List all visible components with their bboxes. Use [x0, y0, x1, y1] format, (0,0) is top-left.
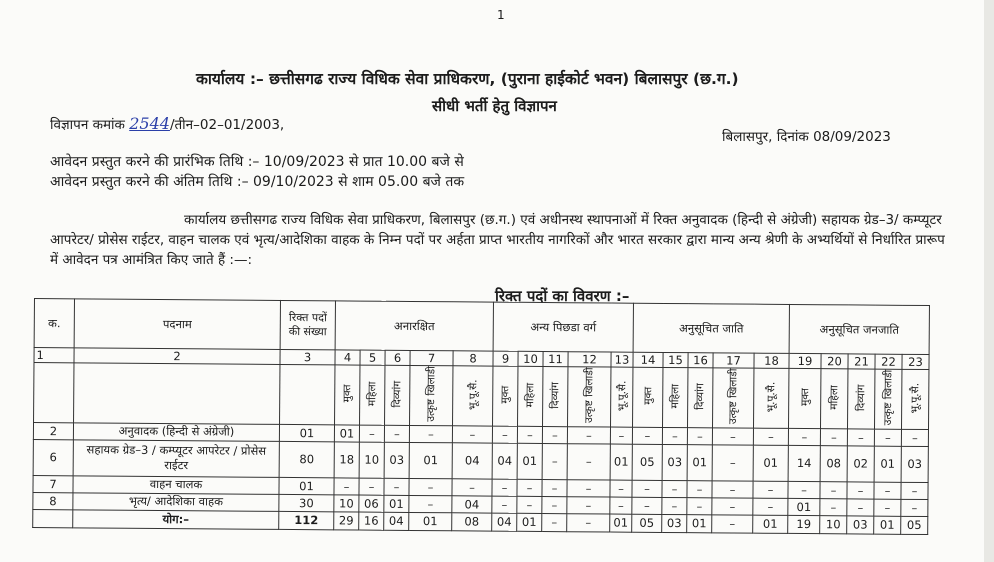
row-cell: –: [384, 425, 409, 442]
sub-header-cell: [453, 366, 493, 426]
row-cell: –: [901, 482, 928, 499]
row-cell: –: [567, 513, 610, 531]
vacancy-table: [32, 298, 930, 535]
col-number: 21: [848, 354, 875, 369]
row-cell: 06: [359, 495, 384, 512]
sub-header-label: दिव्यांग: [549, 381, 562, 409]
row-cell: –: [712, 480, 753, 497]
row-cell: –: [847, 499, 874, 516]
row-cell: 29: [334, 511, 359, 529]
advertisement-reference: [50, 114, 284, 133]
col-number: 18: [754, 353, 789, 368]
row-cell: –: [567, 496, 610, 513]
row-sno: 2: [33, 422, 73, 439]
row-cell: –: [334, 477, 359, 494]
sub-header-cell: [360, 365, 385, 425]
row-cell: 14: [788, 445, 820, 481]
office-title: कार्यालय :– छत्तीसगढ राज्य विधिक सेवा प्राधिकरण, (पुराना हाईकोर्ट भवन) बिलासपुर (छ.ग.): [196, 70, 739, 88]
row-cell: 01: [687, 514, 712, 532]
sub-header-cell: [493, 366, 518, 426]
row-cell: –: [610, 480, 632, 497]
row-total: 01: [279, 424, 334, 441]
row-cell: 04: [452, 495, 492, 512]
row-cell: –: [492, 496, 517, 513]
row-cell: 08: [452, 512, 492, 530]
row-cell: 02: [847, 446, 874, 482]
row-cell: 01: [409, 512, 452, 530]
row-cell: –: [567, 479, 610, 496]
row-cell: –: [874, 482, 901, 499]
col-number: 9: [493, 351, 518, 366]
row-cell: –: [820, 498, 847, 515]
col-number: 3: [280, 349, 335, 364]
row-cell: –: [901, 499, 928, 516]
row-sno: 7: [33, 475, 73, 492]
row-cell: –: [662, 497, 687, 514]
row-cell: 03: [847, 515, 874, 533]
col-number: 12: [568, 352, 611, 367]
row-cell: –: [662, 480, 687, 497]
row-cell: –: [712, 427, 753, 444]
row-cell: –: [712, 444, 753, 480]
head-sno: क.: [34, 299, 74, 348]
sub-header-label: भू.पू.सै.: [909, 382, 922, 414]
row-cell: 04: [492, 513, 517, 531]
page-edge-shadow: [984, 0, 994, 562]
col-number: 1: [34, 348, 74, 363]
sub-header-label: महिला: [828, 384, 841, 410]
row-cell: 01: [409, 442, 452, 478]
row-cell: –: [874, 429, 901, 446]
row-cell: –: [452, 425, 492, 442]
row-cell: 01: [384, 495, 409, 512]
intro-paragraph: [50, 210, 955, 270]
row-cell: –: [542, 513, 567, 531]
sub-header-label: दिव्यांग: [694, 382, 707, 410]
sub-header-cell: [335, 365, 360, 425]
row-cell: –: [409, 425, 452, 442]
sub-header-cell: [385, 365, 410, 425]
row-cell: 01: [517, 443, 542, 479]
row-cell: –: [452, 478, 492, 495]
row-post-name: सहायक ग्रेड–3 / कम्प्यूटर आपरेटर / प्रोसेस राईटर: [73, 439, 279, 477]
reference-number: 2544: [129, 114, 170, 133]
sub-header-label: मुक्त: [499, 385, 512, 404]
row-cell: –: [567, 443, 610, 479]
sub-header-cell: [754, 368, 789, 428]
row-cell: –: [687, 480, 712, 497]
row-cell: –: [632, 497, 662, 514]
row-total: 30: [279, 494, 334, 511]
row-cell: –: [820, 428, 847, 445]
sub-header-label: उत्कृष्ट खिलाडी: [583, 367, 596, 424]
row-post-name: अनुवादक (हिन्दी से अंग्रेजी): [73, 422, 279, 441]
row-cell: –: [847, 482, 874, 499]
col-number: 14: [633, 352, 663, 367]
row-sno: 6: [33, 439, 73, 475]
sub-header-cell: [543, 366, 568, 426]
row-cell: 10: [820, 515, 847, 533]
col-number: 10: [518, 351, 543, 366]
place-and-date: बिलासपुर, दिनांक 08/09/2023: [722, 129, 891, 145]
row-sno: 8: [33, 492, 73, 509]
row-cell: –: [874, 499, 901, 516]
row-cell: 05: [632, 444, 662, 480]
start-date-line: आवेदन प्रस्तुत करने की प्रारंभिक तिथि :– 10/09/2023 से प्रात 10.00 बजे से: [50, 154, 464, 170]
head-sc: अनुसूचित जाति: [633, 303, 789, 353]
sub-header-cell: [848, 369, 875, 429]
row-cell: 01: [610, 514, 632, 532]
sub-header-label: उत्कृष्ट खिलाडी: [882, 369, 895, 426]
row-cell: 16: [359, 512, 384, 530]
head-vacancies: रिक्त पदों की संख्या: [280, 300, 335, 349]
row-cell: 04: [384, 512, 409, 530]
row-total: 80: [279, 441, 334, 477]
head-obc: अन्य पिछडा वर्ग: [493, 302, 633, 352]
row-cell: 01: [788, 498, 820, 515]
col-number: 15: [663, 352, 688, 367]
row-cell: 01: [874, 516, 901, 534]
row-cell: 08: [820, 445, 847, 481]
sub-header-label: दिव्यांग: [391, 380, 404, 408]
sub-header-blank: [34, 363, 74, 423]
row-cell: –: [662, 427, 687, 444]
row-post-name: योग:–: [73, 509, 279, 529]
sub-header-cell: [821, 369, 848, 429]
row-cell: 01: [753, 515, 788, 533]
sub-header-cell: [611, 367, 633, 427]
sub-header-cell: [688, 368, 713, 428]
row-cell: 04: [452, 442, 492, 478]
sub-header-cell: [410, 365, 453, 425]
row-cell: –: [788, 428, 820, 445]
row-total: 112: [279, 511, 334, 529]
col-number: 23: [902, 354, 929, 369]
row-cell: –: [687, 427, 712, 444]
sub-header-label: मुक्त: [341, 384, 354, 403]
row-cell: –: [542, 426, 567, 443]
row-cell: –: [632, 480, 662, 497]
row-cell: –: [820, 481, 847, 498]
row-cell: 04: [492, 443, 517, 479]
row-cell: 05: [901, 516, 928, 534]
advertisement-title: सीधी भर्ती हेतु विज्ञापन: [432, 97, 557, 115]
sub-header-cell: [663, 367, 688, 427]
row-cell: –: [712, 514, 753, 532]
sub-header-label: दिव्यांग: [855, 383, 868, 411]
row-cell: –: [753, 428, 788, 445]
sub-header-cell: [713, 368, 754, 428]
row-sno: [33, 509, 73, 527]
col-number: 7: [410, 350, 453, 365]
sub-header-label: उत्कृष्ट खिलाडी: [425, 366, 438, 422]
row-cell: –: [847, 429, 874, 446]
col-number: 6: [385, 350, 410, 365]
row-cell: 01: [334, 424, 359, 441]
col-number: 2: [74, 348, 280, 365]
row-cell: 18: [334, 441, 359, 477]
sub-header-label: उत्कृष्ट खिलाडी: [727, 368, 740, 425]
row-cell: –: [359, 425, 384, 442]
row-cell: –: [359, 478, 384, 495]
row-cell: –: [632, 427, 662, 444]
intro-text: कार्यालय छत्तीसगढ राज्य विधिक सेवा प्राधिकरण, बिलासपुर (छ.ग.) एवं अधीनस्थ स्थापनाओं में रिक्त अनुवादक (हिन्दी से अंग्रेजी) सहायक ग्रेड–3/ कम्प्यूटर आपरेटर/ प्रोसेस राईटर, वाहन चालक एवं भृत्य/आदेशिका वाहक के निम्न पदों पर अर्हता प्राप्त भारतीय नागरिकों और भारत सरकार द्वारा मान्य अन्य श्रेणी के अभ्यर्थियों से निर्धारित प्रारूप में आवेदन पत्र आमंत्रित किए जाते हैं :—:: [50, 212, 945, 268]
col-number: 11: [543, 352, 568, 367]
row-cell: 10: [359, 442, 384, 478]
row-cell: –: [567, 426, 610, 443]
sub-header-cell: [633, 367, 663, 427]
row-cell: 01: [517, 513, 542, 531]
sub-header-cell: [789, 368, 821, 428]
row-cell: 01: [610, 444, 632, 480]
head-st: अनुसूचित जनजाति: [789, 304, 929, 354]
row-cell: 03: [662, 514, 687, 532]
sub-header-label: महिला: [524, 382, 537, 407]
row-cell: –: [492, 426, 517, 443]
row-post-name: वाहन चालक: [73, 475, 279, 494]
row-cell: –: [610, 427, 632, 444]
col-number: 16: [688, 353, 713, 368]
row-cell: –: [712, 497, 753, 514]
row-cell: –: [517, 426, 542, 443]
sub-header-cell: [518, 366, 543, 426]
end-date-line: आवेदन प्रस्तुत करने की अंतिम तिथि :– 09/10/2023 से शाम 05.00 बजे तक: [50, 174, 465, 190]
row-cell: –: [517, 496, 542, 513]
sub-header-blank: [74, 363, 280, 424]
col-number: 8: [453, 351, 493, 366]
sub-header-label: भू.पू.सै.: [466, 378, 479, 410]
row-cell: –: [687, 497, 712, 514]
row-cell: 03: [662, 444, 687, 480]
col-number: 17: [713, 353, 754, 368]
row-cell: –: [788, 481, 820, 498]
row-cell: 01: [753, 445, 788, 481]
sub-header-label: मुक्त: [798, 387, 811, 406]
row-cell: 05: [632, 514, 662, 532]
col-number: 5: [360, 350, 385, 365]
sub-header-row: [34, 363, 929, 430]
row-cell: –: [542, 443, 567, 479]
row-cell: –: [901, 429, 928, 446]
row-cell: 19: [788, 515, 820, 533]
row-cell: –: [409, 495, 452, 512]
row-cell: –: [753, 481, 788, 498]
row-cell: –: [753, 498, 788, 515]
row-cell: –: [492, 479, 517, 496]
reference-prefix: विज्ञापन कमांक: [50, 117, 125, 133]
row-post-name: भृत्य/ आदेशिका वाहक: [73, 492, 279, 511]
page-number: 1: [497, 8, 505, 22]
row-cell: –: [610, 497, 632, 514]
row-cell: –: [384, 478, 409, 495]
sub-header-label: महिला: [366, 381, 379, 406]
row-cell: 10: [334, 494, 359, 511]
head-post: पदनाम: [74, 299, 280, 350]
row-cell: –: [542, 479, 567, 496]
sub-header-label: मुक्त: [641, 386, 654, 405]
row-total: 01: [279, 477, 334, 494]
sub-header-label: भू.पू.सै.: [765, 381, 778, 412]
col-number: 20: [821, 354, 848, 369]
col-number: 19: [789, 353, 821, 368]
row-cell: –: [542, 496, 567, 513]
sub-header-label: भू.पू.सै.: [615, 380, 628, 411]
col-number: 22: [875, 354, 902, 369]
col-number: 4: [335, 350, 360, 365]
sub-header-cell: [874, 369, 901, 429]
row-cell: 03: [901, 446, 928, 482]
table-title: रिक्त पदों का विवरण :–: [495, 287, 630, 305]
sub-header-label: महिला: [669, 383, 682, 409]
reference-suffix: /तीन–02–01/2003,: [169, 117, 285, 133]
row-cell: 03: [384, 442, 409, 478]
sub-header-cell: [901, 369, 928, 429]
row-cell: –: [409, 478, 452, 495]
row-cell: 01: [687, 444, 712, 480]
head-unreserved: अनारक्षित: [335, 301, 493, 351]
col-number: 13: [611, 352, 633, 367]
row-cell: 01: [874, 446, 901, 482]
row-cell: –: [517, 479, 542, 496]
sub-header-blank: [280, 364, 335, 424]
sub-header-cell: [568, 367, 611, 427]
